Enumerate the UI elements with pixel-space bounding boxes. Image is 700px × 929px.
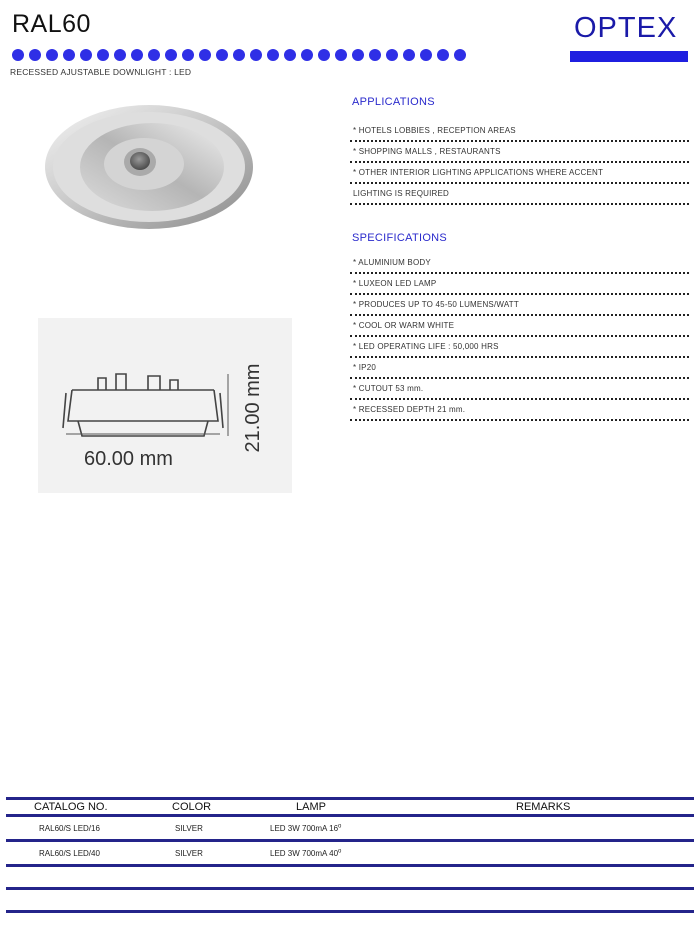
header-catalog: CATALOG NO. (34, 801, 108, 813)
divider-dot (267, 49, 279, 61)
applications-list (350, 121, 689, 205)
color-cell: SILVER (175, 849, 203, 858)
divider-dot (182, 49, 194, 61)
dot-divider (12, 49, 466, 61)
divider-dot (199, 49, 211, 61)
list-item: * IP20 (350, 358, 689, 379)
list-item: * SHOPPING MALLS , RESTAURANTS (350, 142, 689, 163)
lamp-cell: LED 3W 700mA 40$^o$ (270, 848, 342, 858)
list-item: LIGHTING IS REQUIRED (350, 184, 689, 205)
divider-dot (46, 49, 58, 61)
table-row (6, 890, 694, 913)
divider-dot (216, 49, 228, 61)
divider-dot (420, 49, 432, 61)
catalog-table (6, 797, 694, 913)
product-subtitle: RECESSED AJUSTABLE DOWNLIGHT : LED (10, 67, 192, 77)
list-item: * LUXEON LED LAMP (350, 274, 689, 295)
divider-dot (63, 49, 75, 61)
product-photo (40, 97, 258, 240)
divider-dot (403, 49, 415, 61)
table-row (6, 867, 694, 890)
list-item: * OTHER INTERIOR LIGHTING APPLICATIONS WHERE ACCENT (350, 163, 689, 184)
list-item: * COOL OR WARM WHITE (350, 316, 689, 337)
divider-dot (29, 49, 41, 61)
specifications-heading: SPECIFICATIONS (352, 232, 448, 244)
divider-dot (148, 49, 160, 61)
header-remarks: REMARKS (516, 801, 571, 813)
divider-dot (369, 49, 381, 61)
divider-dot (250, 49, 262, 61)
divider-dot (12, 49, 24, 61)
applications-heading: APPLICATIONS (352, 96, 435, 108)
divider-dot (454, 49, 466, 61)
width-dimension-label: 60.00 mm (84, 448, 173, 470)
catalog-cell: RAL60/S LED/40 (39, 849, 100, 858)
product-title: RAL60 (12, 10, 91, 38)
table-header (6, 797, 694, 817)
divider-dot (352, 49, 364, 61)
table-row (6, 842, 694, 867)
brand-logo: OPTEX (574, 12, 678, 44)
divider-dot (335, 49, 347, 61)
list-item: * PRODUCES UP TO 45-50 LUMENS/WATT (350, 295, 689, 316)
list-item: * HOTELS LOBBIES , RECEPTION AREAS (350, 121, 689, 142)
catalog-cell: RAL60/S LED/16 (39, 824, 100, 833)
header-color: COLOR (172, 801, 212, 813)
brand-bar (570, 51, 688, 62)
table-row (6, 817, 694, 842)
divider-dot (131, 49, 143, 61)
divider-dot (437, 49, 449, 61)
dimension-drawing (38, 318, 292, 493)
divider-dot (97, 49, 109, 61)
specifications-list (350, 253, 689, 421)
lamp-cell: LED 3W 700mA 16$^o$ (270, 823, 342, 833)
list-item: * ALUMINIUM BODY (350, 253, 689, 274)
divider-dot (301, 49, 313, 61)
list-item: * CUTOUT 53 mm. (350, 379, 689, 400)
divider-dot (233, 49, 245, 61)
divider-dot (386, 49, 398, 61)
height-dimension-label: 21.00 mm (242, 363, 264, 453)
divider-dot (114, 49, 126, 61)
divider-dot (165, 49, 177, 61)
divider-dot (284, 49, 296, 61)
color-cell: SILVER (175, 824, 203, 833)
header-lamp: LAMP (296, 801, 326, 813)
divider-dot (80, 49, 92, 61)
list-item: * RECESSED DEPTH 21 mm. (350, 400, 689, 421)
list-item: * LED OPERATING LIFE : 50,000 HRS (350, 337, 689, 358)
divider-dot (318, 49, 330, 61)
